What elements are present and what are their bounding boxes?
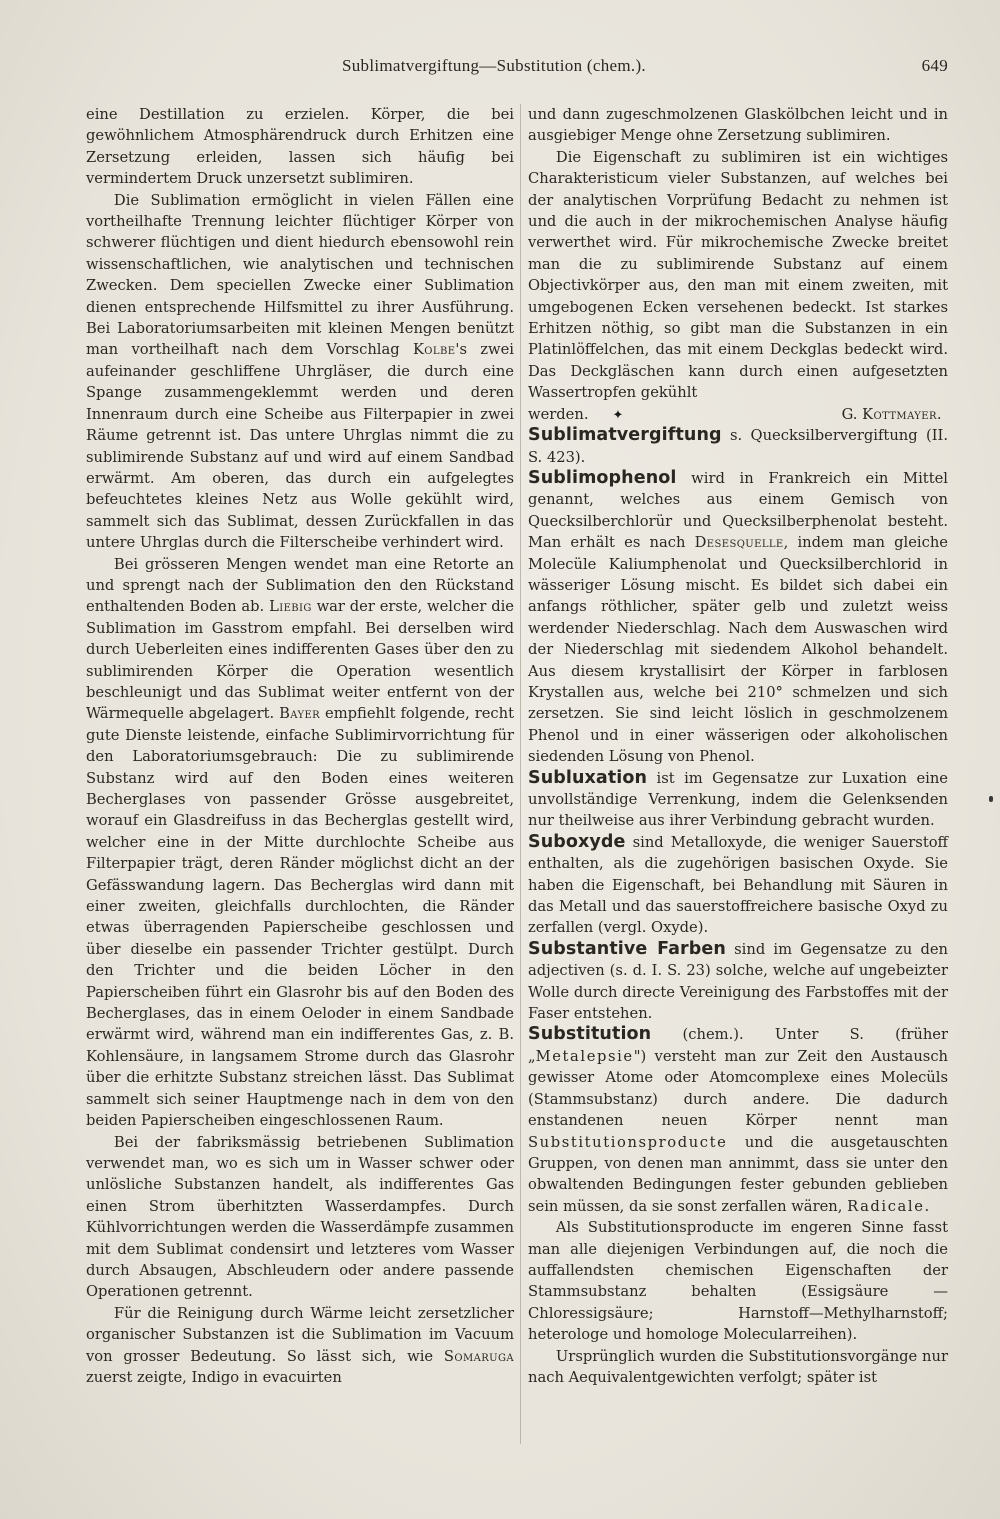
- text-run: .: [924, 1197, 930, 1215]
- entry-substantive-farben: [528, 939, 948, 1025]
- text-run: 's zwei aufeinander geschliffene Uhrgläser, die durch eine Spange zusammengeklemmt werden und deren Innenraum durch eine Scheibe aus Filterpapier in zwei Räume getrennt ist. Das untere Uhrglas nimmt die zu sublimirende Substanz auf und wird auf einem Sandbad erwärmt. Am oberen, das durch ein aufgelegtes befeuchtetes kleines Netz aus Wolle gekühlt wird, sammelt sich das Sublimat, dessen Zurückfallen in das untere Uhrglas durch die Filterscheibe verhindert wird.: [86, 341, 514, 552]
- headword: Subluxation: [528, 767, 648, 788]
- paragraph: und dann zugeschmolzenen Glaskölbchen leicht und in ausgiebiger Menge ohne Zersetzung sublimiren.: [528, 106, 948, 145]
- author-name: Bayer: [279, 705, 321, 723]
- page-number: 649: [921, 56, 948, 75]
- text-run: sind im Gegensatze zu den adjectiven (s. d. I. S. 23) solche, welche auf ungebeizter Wolle durch directe Vereinigung des Farbstoffes mit der Faser entstehen.: [528, 940, 949, 1023]
- spaced-term: Radicale: [847, 1197, 925, 1215]
- spaced-term: Substitutionsproducte: [528, 1133, 728, 1151]
- author-name: Desesquelle: [694, 534, 784, 552]
- author-name: Liebig: [269, 598, 312, 616]
- signature-line: [528, 404, 948, 425]
- ink-blot-icon: ✦: [612, 407, 624, 423]
- headword: Sublimatvergiftung: [528, 425, 722, 446]
- page-header: [82, 56, 948, 80]
- text-run: empfiehlt folgende, recht gute Dienste leistende, einfache Sublimirvorrichtung für den Laboratoriumsgebrauch: Die zu sublimirende Substanz wird auf den Boden eines weiteren Becherglases von passender Grösse ausgebreitet, worauf ein Glasdreifuss in das Becherglas gestellt wird, welcher eine in der Mitte durchlochte Scheibe aus Filterpapier trägt, deren Ränder möglichst dicht an der Gefässwandung lagern. Das Becherglas wird dann mit einer zweiten, gleichfalls durchlochten, die Ränder etwas überragenden Papierscheibe geschlossen und über dieselbe ein passender Trichter gestülpt. Durch den Trichter und die beiden Löcher in den Papierscheiben führt ein Glasrohr bis auf den Boden des Becherglases, das in einem Oeloder in einem Sandbade erwärmt wird, während man ein indifferentes Gas, z. B. Kohlensäure, in langsamem Strome durch das Glasrohr über die erhitzte Substanz streichen lässt. Das Sublimat sammelt sich seiner Hauptmenge nach in dem von den beiden Papierscheiben eingeschlossenen Raum.: [86, 705, 514, 1130]
- text-run: Die Sublimation ermöglicht in vielen Fällen eine vortheilhafte Trennung leichter flüchtiger Körper von schwerer flüchtigen und dient hiedurch ebensowohl rein wissenschaftlichen, wie analytischen und technischen Zwecken. Dem speciellen Zwecke einer Sublimation dienen entsprechende Hilfsmittel zu ihrer Ausführung. Bei Laboratoriumsarbeiten mit kleinen Mengen benützt man vortheilhaft nach dem Vorschlag: [86, 191, 514, 359]
- margin-mark: [989, 796, 993, 802]
- left-column: [86, 104, 514, 1388]
- text-run: werden.: [528, 405, 589, 423]
- entry-sublimatvergiftung: [528, 425, 948, 468]
- text-run: und die ausgetauschten Gruppen, von denen man annimmt, dass sie unter den obwaltenden Bedingungen fester gebunden geblieben sein müssen, da sie sonst zerfallen wären,: [528, 1133, 948, 1215]
- headword: Sublimophenol: [528, 467, 677, 488]
- headword: Suboxyde: [528, 831, 626, 852]
- entry-substitution: [528, 1024, 948, 1217]
- paragraph: Ursprünglich wurden die Substitutionsvorgänge nur nach Aequivalentgewichten verfolgt; später ist: [528, 1347, 948, 1386]
- text-run: war der erste, welcher die Sublimation im Gasstrom empfahl. Bei derselben wird durch Ueberleiten eines indifferenten Gases über den zu sublimirenden Körper die Operation wesentlich beschleunigt und das Sublimat weiter entfernt von der Wärmequelle abgelagert.: [86, 598, 514, 723]
- text-run: ist im Gegensatze zur Luxation eine unvollständige Verrenkung, indem die Gelenksenden nur theilweise aus ihrer Verbindung gebracht wurden.: [528, 769, 948, 830]
- paragraph: eine Destillation zu erzielen. Körper, die bei gewöhnlichem Atmosphärendruck durch Erhitzen eine Zersetzung erleiden, lassen sich häufig bei vermindertem Druck unzersetzt sublimiren.: [86, 106, 514, 188]
- text-run: Für die Reinigung durch Wärme leicht zersetzlicher organischer Substanzen ist die Sublimation im Vacuum von grosser Bedeutung. So lässt sich, wie: [86, 1304, 514, 1365]
- paragraph: [86, 554, 514, 1132]
- signature-name: Kottmayer.: [862, 405, 942, 423]
- paragraph: [86, 190, 514, 554]
- text-run: [528, 404, 623, 425]
- paragraph: [86, 1303, 514, 1389]
- paragraph: Als Substitutionsproducte im engeren Sinne fasst man alle diejenigen Verbindungen auf, die noch die auffallendsten chemischen Eigenschaften der Stammsubstanz behalten (Essigsäure — Chloressigsäure; Harnstoff—Methylharnstoff; heterologe und homologe Molecularreihen).: [528, 1219, 948, 1344]
- text-run: s. Quecksilbervergiftung (II. S. 423).: [528, 427, 948, 466]
- text-run: ") versteht man zur Zeit den Austausch gewisser Atome oder Atomcomplexe eines Molecüls (Stammsubstanz) durch andere. Die dadurch enstandenen neuen Körper nennt man: [528, 1047, 948, 1130]
- signature-initial: G.: [841, 405, 863, 423]
- entry-suboxyde: [528, 832, 948, 939]
- headword: Substitution: [528, 1024, 652, 1045]
- author-name: Kolbe: [412, 341, 456, 359]
- text-run: Bei grösseren Mengen wendet man eine Retorte an und sprengt nach der Sublimation den den Rückstand enthaltenden Boden ab.: [86, 555, 514, 616]
- author-name: Somaruga: [443, 1347, 514, 1365]
- text-run: (chem.). Unter S. (früher „: [528, 1026, 948, 1065]
- running-title: Sublimatvergiftung—Substitution (chem.).: [342, 56, 646, 75]
- author-signature: [842, 404, 942, 425]
- text-run: sind Metalloxyde, die weniger Sauerstoff enthalten, als die zugehörigen basischen Oxyde. Sie haben die Eigenschaft, bei Behandlung mit Säuren in das Metall und das sauerstoffreichere basische Oxyd zu zerfallen (vergl. Oxyde).: [528, 833, 948, 937]
- column-divider: [520, 104, 521, 1444]
- paragraph: Die Eigenschaft zu sublimiren ist ein wichtiges Charakteristicum vieler Substanzen, auf welches bei der analytischen Vorprüfung Bedacht zu nehmen ist und die auch in der mikrochemischen Analyse häufig verwerthet wird. Für mikrochemische Zwecke breitet man die zu sublimirende Substanz auf einem Objectivkörper aus, den man mit einem zweiten, mit umgebogenen Ecken versehenen bedeckt. Ist starkes Erhitzen nöthig, so gibt man die Substanzen in ein Platinlöffelchen, das mit einem Deckglas bedeckt wird. Das Deckgläschen kann durch einen aufgesetzten Wassertropfen gekühlt: [528, 148, 948, 402]
- entry-subluxation: [528, 768, 948, 832]
- headword: Substantive Farben: [528, 938, 726, 959]
- text-run: wird in Frankreich ein Mittel genannt, welches aus einem Gemisch von Quecksilberchlorür und Quecksilberphenolat besteht. Man erhält es nach: [528, 469, 948, 552]
- right-column: [528, 104, 948, 1388]
- spaced-term: Metalepsie: [535, 1047, 634, 1065]
- entry-sublimophenol: [528, 468, 948, 768]
- text-run: zuerst zeigte, Indigo in evacuirten: [86, 1368, 342, 1386]
- text-run: , indem man gleiche Molecüle Kaliumphenolat und Quecksilberchlorid in wässeriger Lösung mischt. Es bildet sich dabei ein anfangs röthlicher, später gelb und zuletzt weiss werdender Niederschlag. Nach dem Auswaschen wird der Niederschlag mit siedendem Alkohol behandelt. Aus diesem krystallisirt der Körper in farblosen Krystallen aus, welche bei 210° schmelzen und sich zersetzen. Sie sind leicht löslich in geschmolzenem Phenol und in einer wässerigen oder alkoholischen siedenden Lösung von Phenol.: [528, 534, 948, 766]
- paragraph: Bei der fabriksmässig betriebenen Sublimation verwendet man, wo es sich um in Wasser schwer oder unlösliche Substanzen handelt, als indifferentes Gas einen Strom überhitzten Wasserdampfes. Durch Kühlvorrichtungen werden die Wasserdämpfe zusammen mit dem Sublimat condensirt und letzteres vom Wasser durch Absaugen, Abschleudern oder andere passende Operationen getrennt.: [86, 1133, 514, 1301]
